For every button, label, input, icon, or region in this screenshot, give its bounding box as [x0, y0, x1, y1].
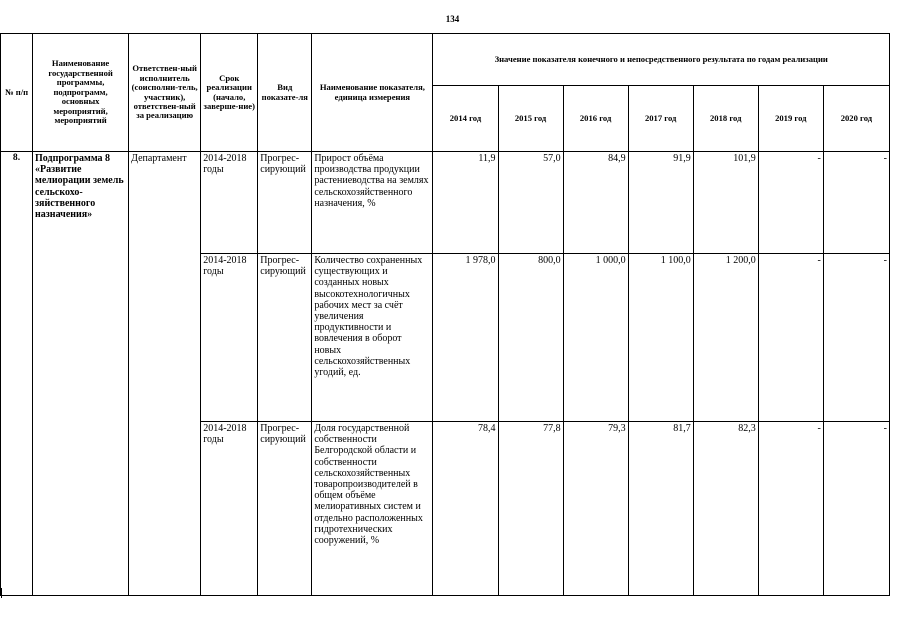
header-program-name: Наименование государственной программы, подпрограмм, основных мероприятий, мероприятий	[33, 34, 129, 152]
value-cell: 81,7	[628, 422, 693, 596]
subprogram-name: Подпрограмма 8 «Развитие мелиорации земель сельскохо-зяйственного назначения»	[33, 152, 129, 596]
header-year-2017: 2017 год	[628, 86, 693, 152]
indicator-type-cell: Прогрес-сирующий	[258, 422, 312, 596]
value-cell: 77,8	[498, 422, 563, 596]
header-years-group: Значение показателя конечного и непосредственного результата по годам реализации	[433, 34, 890, 86]
value-cell: 1 200,0	[693, 254, 758, 422]
value-cell: 101,9	[693, 152, 758, 254]
header-indicator-name: Наименование показателя, единица измерения	[312, 34, 433, 152]
header-year-2018: 2018 год	[693, 86, 758, 152]
value-cell: 1 000,0	[563, 254, 628, 422]
value-cell: 11,9	[433, 152, 498, 254]
header-period: Срок реализации (начало, заверше-ние)	[201, 34, 258, 152]
value-cell: 1 100,0	[628, 254, 693, 422]
value-cell: -	[758, 152, 823, 254]
value-cell: -	[823, 254, 889, 422]
value-cell: 78,4	[433, 422, 498, 596]
header-no: № п/п	[1, 34, 33, 152]
margin-mark	[1, 588, 2, 598]
indicator-name-cell: Количество сохраненных существующих и созданных новых высокотехнологичных рабочих мест за счёт увеличения продуктивности и вовлечения в оборот новых сельскохозяйственных угодий, ед.	[312, 254, 433, 422]
header-year-2019: 2019 год	[758, 86, 823, 152]
row-number: 8.	[1, 152, 33, 596]
table-row	[1, 152, 890, 254]
indicator-name-cell: Доля государственной собственности Белгородской области и собственности сельскохозяйственных товаропроизводителей в общем объёме мелиоративных систем и отдельно расположенных гидротехнических сооружений, %	[312, 422, 433, 596]
value-cell: 82,3	[693, 422, 758, 596]
header-year-2016: 2016 год	[563, 86, 628, 152]
page-number: 134	[445, 14, 460, 24]
period-cell: 2014-2018 годы	[201, 422, 258, 596]
indicator-name-cell: Прирост объёма производства продукции растениеводства на землях сельскохозяйственного назначения, %	[312, 152, 433, 254]
period-cell: 2014-2018 годы	[201, 254, 258, 422]
header-executor: Ответствен-ный исполнитель (соисполни-тель, участник), ответствен-ный за реализацию	[129, 34, 201, 152]
indicator-type-cell: Прогрес-сирующий	[258, 152, 312, 254]
value-cell: -	[758, 422, 823, 596]
value-cell: -	[823, 152, 889, 254]
value-cell: 800,0	[498, 254, 563, 422]
value-cell: -	[823, 422, 889, 596]
value-cell: 1 978,0	[433, 254, 498, 422]
period-cell: 2014-2018 годы	[201, 152, 258, 254]
header-year-2020: 2020 год	[823, 86, 889, 152]
indicators-table	[0, 33, 890, 596]
value-cell: 57,0	[498, 152, 563, 254]
header-year-2014: 2014 год	[433, 86, 498, 152]
value-cell: 91,9	[628, 152, 693, 254]
value-cell: -	[758, 254, 823, 422]
indicator-type-cell: Прогрес-сирующий	[258, 254, 312, 422]
header-year-2015: 2015 год	[498, 86, 563, 152]
header-indicator-type: Вид показате-ля	[258, 34, 312, 152]
executor-cell: Департамент	[129, 152, 201, 596]
value-cell: 79,3	[563, 422, 628, 596]
value-cell: 84,9	[563, 152, 628, 254]
